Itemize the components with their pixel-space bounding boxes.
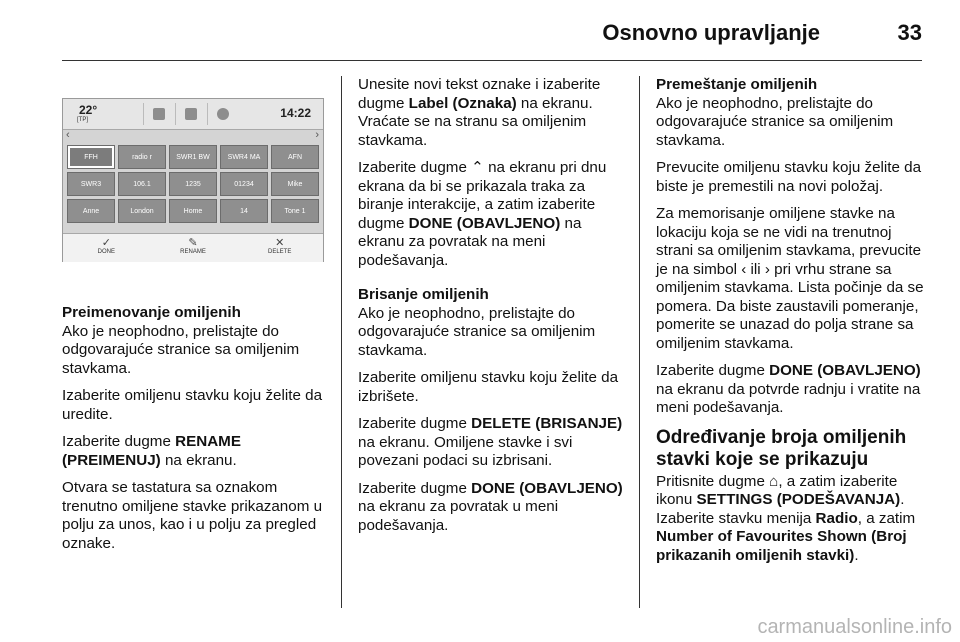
paragraph: Otvara se tastatura sa oznakom trenutno omiljene stavke prikazanom u polju za unos, kao i u polju za pregled oznake. [62, 479, 323, 552]
paragraph: Ako je neophodno, prelistajte do odgovarajuće stranice sa omiljenim stavkama. [358, 304, 596, 359]
favourites-screen-figure [62, 98, 324, 262]
paragraph: Ako je neophodno, prelistajte do odgovarajuće stranice sa omiljenim stavkama. [656, 94, 894, 149]
chevron-left-icon: ‹ [66, 129, 70, 141]
favourite-button: Anne [67, 199, 115, 223]
section-heading-rename: Preimenovanje omiljenih [62, 304, 241, 321]
favourite-button: 106.1 [118, 172, 166, 196]
screen-phone-icon [175, 103, 206, 125]
screen-page-nav [63, 130, 323, 142]
paragraph: Prevucite omiljenu stavku koju želite da biste je premestili na novi položaj. [656, 159, 922, 195]
paragraph: Unesite novi tekst oznake i izaberite dugme Label (Oznaka) na ekranu. Vraćate se na stranu sa omiljenim stavkama. [358, 76, 601, 149]
paragraph: Ako je neophodno, prelistajte do odgovarajuće stranice sa omiljenim stavkama. [62, 322, 300, 377]
favourite-button: 14 [220, 199, 268, 223]
paragraph: Izaberite omiljenu stavku koju želite da uredite. [62, 387, 323, 423]
home-icon: ⌂ [769, 472, 779, 490]
screen-delete-label: DELETE [268, 249, 292, 255]
section-heading-delete: Brisanje omiljenih [358, 286, 489, 303]
page-number: 33 [897, 20, 922, 45]
screen-rename-action [150, 234, 237, 262]
favourite-button: Mike [271, 172, 319, 196]
column-1 [62, 304, 332, 562]
column-divider-2 [639, 76, 640, 608]
favourite-button: radio r [118, 145, 166, 169]
paragraph: Izaberite dugme DONE (OBAVLJENO) na ekranu za povratak u meni podešavanja. [358, 479, 623, 534]
close-icon: ✕ [275, 237, 285, 249]
paragraph: Izaberite stavku menija Radio, a zatim Number of Favourites Shown (Broj prikazanih omiljenih stavki). [656, 509, 916, 564]
paragraph: Izaberite omiljenu stavku koju želite da izbrišete. [358, 369, 619, 405]
favourites-grid [67, 145, 319, 226]
favourite-button: Home [169, 199, 217, 223]
paragraph: Izaberite dugme DONE (OBAVLJENO) na ekranu da potvrde radnju i vratite na meni podešavanja. [656, 362, 921, 416]
column-divider-1 [341, 76, 342, 608]
page-header [0, 0, 960, 62]
screen-delete-action [236, 234, 323, 262]
header-rule [62, 60, 922, 61]
section-heading-move: Premeštanje omiljenih [656, 76, 818, 93]
favourite-button: Tone 1 [271, 199, 319, 223]
paragraph: Izaberite dugme DELETE (BRISANJE) na ekranu. Omiljene stavke i svi povezani podaci su izbrisani. [358, 415, 623, 469]
chevron-right-icon: › [315, 129, 319, 141]
paragraph: Pritisnite dugme ⌂, a zatim izaberite ikonu SETTINGS (PODEŠAVANJA). [656, 472, 905, 508]
favourite-button: SWR4 MA [220, 145, 268, 169]
screen-temperature: 22° [79, 103, 98, 117]
column-3 [656, 76, 928, 574]
favourite-button: AFN [271, 145, 319, 169]
favourite-button: 1235 [169, 172, 217, 196]
screen-done-action [63, 234, 150, 262]
paragraph: Izaberite dugme ⌃ na ekranu pri dnu ekrana da bi se prikazala traka za biranje interakcije, a zatim izaberite dugme DONE (OBAVLJENO) na ekranu za povratak na meni podešavanja. [358, 159, 607, 269]
paragraph: Za memorisanje omiljene stavke na lokaciju koja se ne vidi na trenutnoj strani sa omiljenim stavkama, prevucite je na simbol ‹ ili › pri vrhu strane sa omiljenim stavkama. Lista počinje da se pomera. Da biste zaustavili pomeranje, pomerite se unazad do polja strane sa omiljenim stavkama. [656, 205, 924, 352]
pencil-icon: ✎ [188, 237, 198, 249]
watermark: carmanualsonline.info [757, 616, 952, 638]
screen-clock: 14:22 [280, 106, 311, 120]
paragraph: Izaberite dugme RENAME (PREIMENUJ) na ekranu. [62, 433, 241, 469]
page-title: Osnovno upravljanje [602, 20, 820, 45]
screen-rename-label: RENAME [180, 249, 206, 255]
screen-status-bar [63, 99, 323, 130]
favourites-row [67, 172, 319, 196]
screen-nav-icon [207, 103, 238, 125]
screen-tp-indicator: [TP] [77, 117, 89, 123]
checkmark-icon: ✓ [101, 237, 111, 249]
favourites-row [67, 145, 319, 169]
favourite-button: FFH [67, 145, 115, 169]
screen-media-icon [143, 103, 174, 125]
favourites-row [67, 199, 319, 223]
column-2 [358, 76, 628, 544]
favourite-button: London [118, 199, 166, 223]
favourite-button: SWR1 BW [169, 145, 217, 169]
screen-action-bar [63, 233, 323, 262]
favourite-button: SWR3 [67, 172, 115, 196]
screen-done-label: DONE [97, 249, 115, 255]
section-heading-count: Određivanje broja omiljenih stavki koje se prikazuju [656, 426, 907, 470]
favourite-button: 01234 [220, 172, 268, 196]
chevron-up-icon: ⌃ [471, 159, 484, 176]
